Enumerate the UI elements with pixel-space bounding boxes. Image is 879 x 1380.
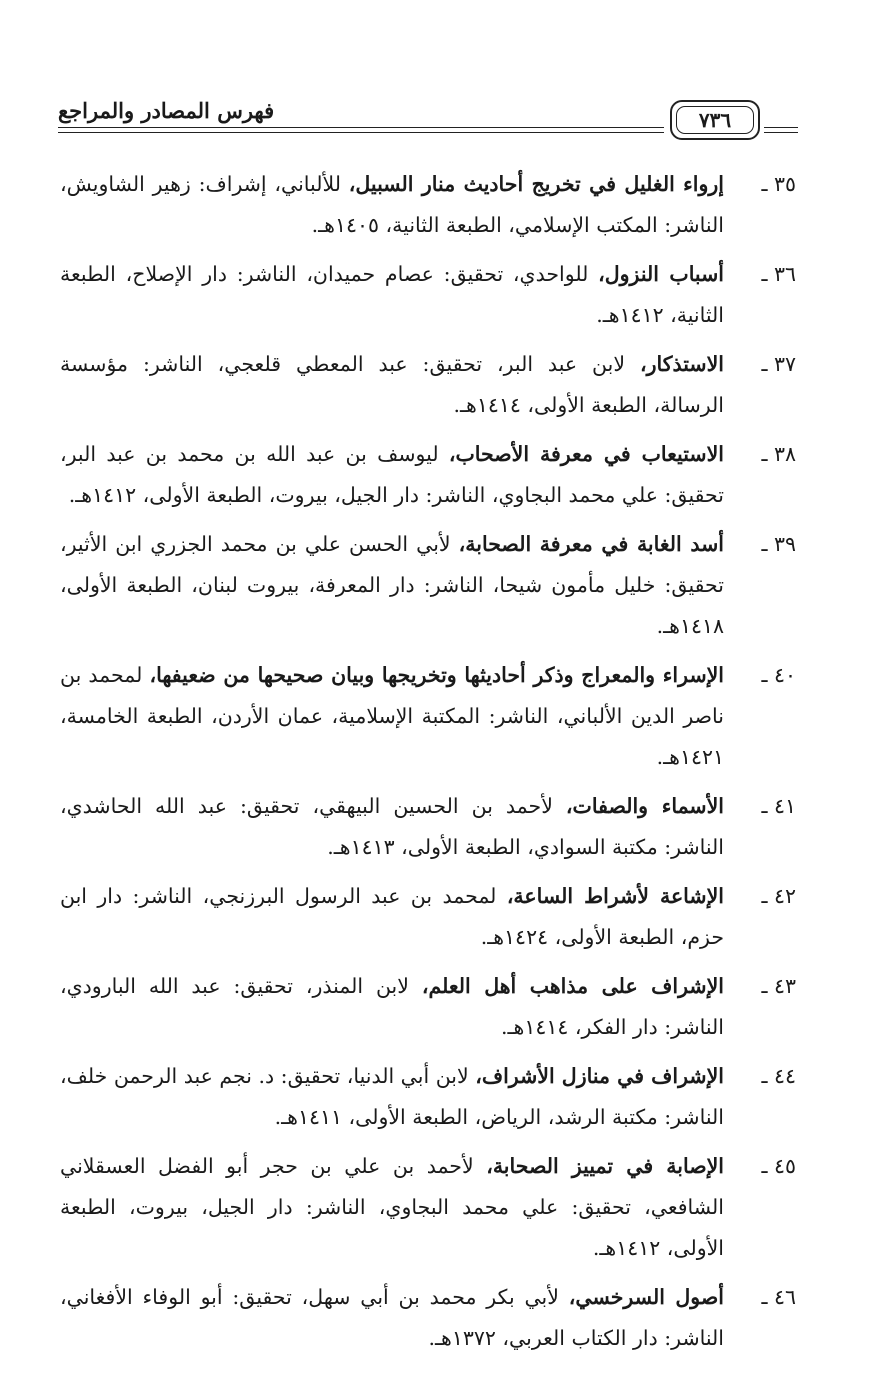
header-rule-left bbox=[58, 127, 664, 133]
entry-title: أسباب النزول، bbox=[598, 262, 724, 286]
entry-number: ٣٥ ـ bbox=[761, 172, 796, 196]
entry-details: للواحدي، تحقيق: عصام حميدان، الناشر: دار الإصلاح، الطبعة الثانية، ١٤١٢هـ. bbox=[60, 262, 724, 327]
entry-number: ٣٨ ـ bbox=[761, 442, 796, 466]
entry-details: لأحمد بن علي بن حجر أبو الفضل العسقلاني الشافعي، تحقيق: علي محمد البجاوي، الناشر: دار الجيل، بيروت، الطبعة الأولى، ١٤١٢هـ. bbox=[60, 1154, 724, 1260]
page-number-frame bbox=[670, 100, 760, 140]
entry-title: الاستذكار، bbox=[639, 352, 724, 376]
entry-title: أصول السرخسي، bbox=[568, 1285, 724, 1309]
entry-number: ٣٧ ـ bbox=[761, 352, 796, 376]
entry-title: الإسراء والمعراج وذكر أحاديثها وتخريجها وبيان صحيحها من ضعيفها، bbox=[149, 663, 725, 687]
running-title: فهرس المصادر والمراجع bbox=[58, 98, 275, 123]
entry-details: لمحمد بن ناصر الدين الألباني، الناشر: المكتبة الإسلامية، عمان الأردن، الطبعة الخامسة، ١٤٢١هـ. bbox=[60, 663, 724, 769]
entry-number: ٤٢ ـ bbox=[761, 884, 796, 908]
entry-details: لأبي الحسن علي بن محمد الجزري ابن الأثير، تحقيق: خليل مأمون شيحا، الناشر: دار المعرفة، بيروت لبنان، الطبعة الأولى، ١٤١٨هـ. bbox=[60, 532, 724, 638]
entry-details: لابن عبد البر، تحقيق: عبد المعطي قلعجي، الناشر: مؤسسة الرسالة، الطبعة الأولى، ١٤١٤هـ. bbox=[60, 352, 724, 417]
entry-number: ٤٥ ـ bbox=[761, 1154, 796, 1178]
entry-title: الإصابة في تمييز الصحابة، bbox=[486, 1154, 724, 1178]
bibliography-entry bbox=[60, 1056, 796, 1138]
bibliography-entry bbox=[60, 254, 796, 336]
entry-details: لأبي بكر محمد بن أبي سهل، تحقيق: أبو الوفاء الأفغاني، الناشر: دار الكتاب العربي، ١٣٧٢هـ. bbox=[60, 1285, 724, 1350]
bibliography-entry bbox=[60, 966, 796, 1048]
entry-number: ٣٩ ـ bbox=[761, 532, 796, 556]
entry-title: الاستيعاب في معرفة الأصحاب، bbox=[448, 442, 724, 466]
entry-number: ٤٤ ـ bbox=[761, 1064, 796, 1088]
entry-title: الأسماء والصفات، bbox=[565, 794, 724, 818]
entry-title: أسد الغابة في معرفة الصحابة، bbox=[458, 532, 724, 556]
entry-number: ٤٦ ـ bbox=[761, 1285, 796, 1309]
bibliography-entry bbox=[60, 1277, 796, 1359]
bibliography-entry bbox=[60, 655, 796, 778]
entry-details: لابن أبي الدنيا، تحقيق: د. نجم عبد الرحمن خلف، الناشر: مكتبة الرشد، الرياض، الطبعة الأولى، ١٤١١هـ. bbox=[60, 1064, 724, 1129]
page-number: ٧٣٦ bbox=[676, 106, 754, 134]
bibliography-list bbox=[60, 164, 796, 1367]
entry-number: ٤٣ ـ bbox=[761, 974, 796, 998]
entry-details: لابن المنذر، تحقيق: عبد الله البارودي، الناشر: دار الفكر، ١٤١٤هـ. bbox=[60, 974, 724, 1039]
entry-details: لمحمد بن عبد الرسول البرزنجي، الناشر: دار ابن حزم، الطبعة الأولى، ١٤٢٤هـ. bbox=[60, 884, 724, 949]
entry-number: ٤٠ ـ bbox=[761, 663, 796, 687]
entry-number: ٤١ ـ bbox=[761, 794, 796, 818]
bibliography-entry bbox=[60, 786, 796, 868]
header-rule-right bbox=[764, 127, 798, 133]
page-header bbox=[58, 96, 798, 148]
bibliography-entry bbox=[60, 164, 796, 246]
entry-details: لأحمد بن الحسين البيهقي، تحقيق: عبد الله الحاشدي، الناشر: مكتبة السوادي، الطبعة الأولى، ١٤١٣هـ. bbox=[60, 794, 724, 859]
bibliography-entry bbox=[60, 434, 796, 516]
bibliography-entry bbox=[60, 876, 796, 958]
entry-title: الإشراف في منازل الأشراف، bbox=[475, 1064, 724, 1088]
entry-details: ليوسف بن عبد الله بن محمد بن عبد البر، تحقيق: علي محمد البجاوي، الناشر: دار الجيل، بيروت، الطبعة الأولى، ١٤١٢هـ. bbox=[60, 442, 724, 507]
bibliography-entry bbox=[60, 524, 796, 647]
bibliography-entry bbox=[60, 1146, 796, 1269]
entry-number: ٣٦ ـ bbox=[761, 262, 796, 286]
entry-title: الإشاعة لأشراط الساعة، bbox=[506, 884, 724, 908]
entry-title: الإشراف على مذاهب أهل العلم، bbox=[421, 974, 724, 998]
entry-title: إرواء الغليل في تخريج أحاديث منار السبيل، bbox=[348, 172, 724, 196]
entry-details: للألباني، إشراف: زهير الشاويش، الناشر: المكتب الإسلامي، الطبعة الثانية، ١٤٠٥هـ. bbox=[60, 172, 724, 237]
bibliography-entry bbox=[60, 344, 796, 426]
